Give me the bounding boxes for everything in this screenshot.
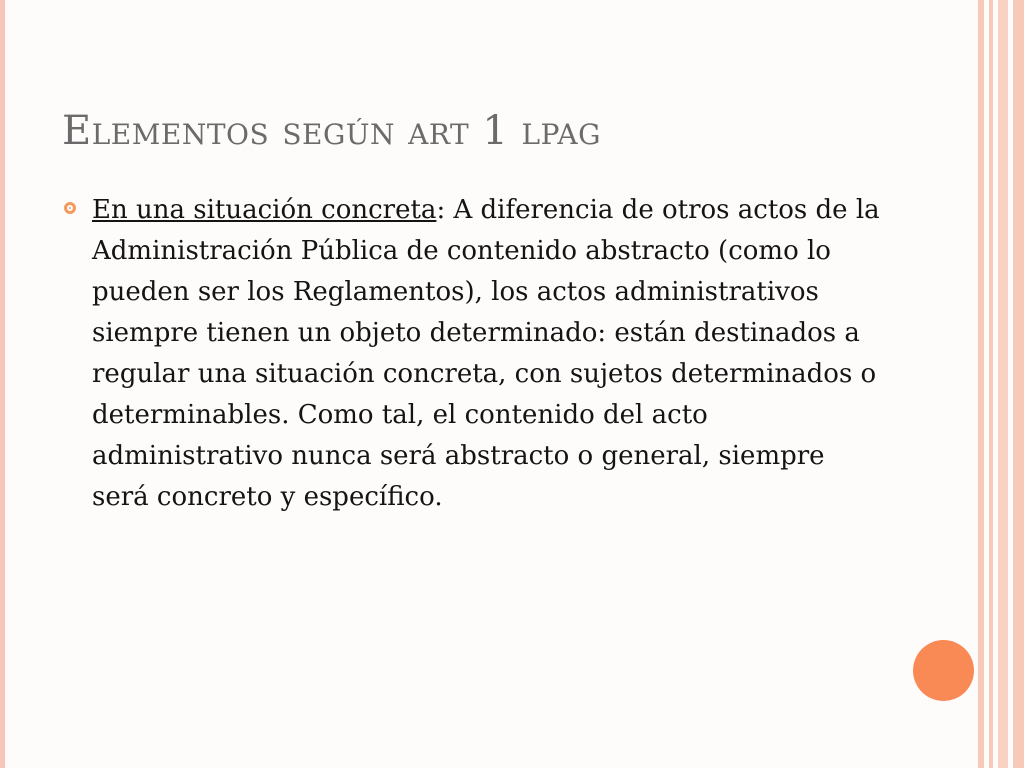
- decorative-circle: [913, 640, 974, 701]
- bullet-term: En una situación concreta: [92, 195, 437, 225]
- right-border-stripe: [1013, 0, 1024, 768]
- left-border-stripe: [0, 0, 5, 768]
- slide-body: [64, 190, 884, 518]
- bullet-text: [92, 190, 884, 518]
- bullet-description: : A diferencia de otros actos de la Administración Pública de contenido abstracto (como lo pueden ser los Reglamentos), los actos administrativos siempre tienen un objeto determinado: están destinados a regular una situación concreta, con sujetos determinados o determinables. Como tal, el contenido del acto administrativo nunca será abstracto o general, siempre será concreto y específico.: [92, 195, 880, 512]
- right-border-stripe: [998, 0, 1008, 768]
- slide-title: Elementos según art 1 lpag: [62, 108, 601, 154]
- bullet-icon: [64, 202, 76, 214]
- right-border-stripe: [978, 0, 984, 768]
- right-border-stripe: [989, 0, 993, 768]
- bullet-item: [64, 190, 884, 518]
